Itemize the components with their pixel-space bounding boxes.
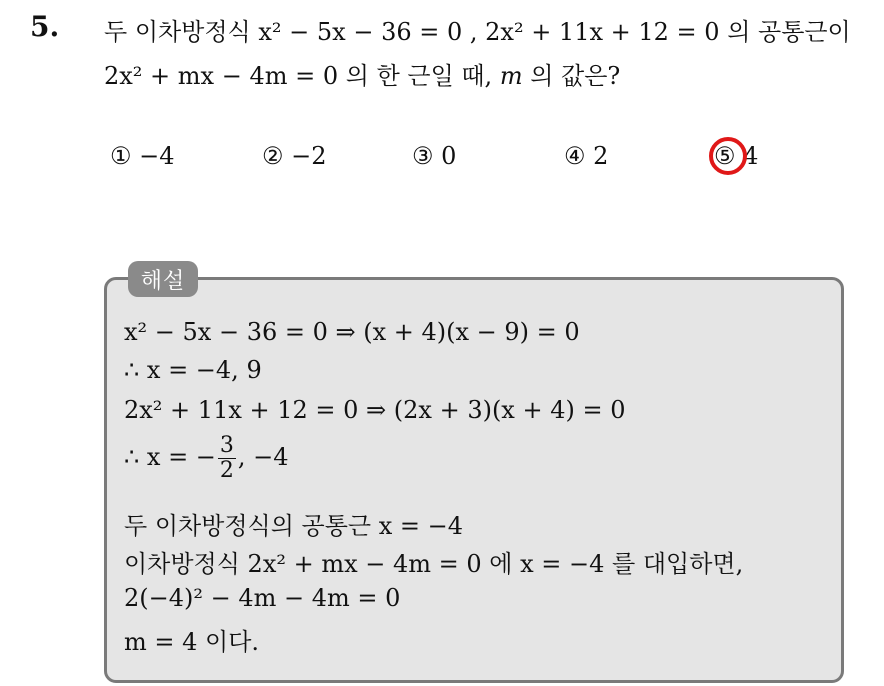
solution-line-8: m = 4 이다. [124,628,260,656]
choice-symbol: ④ [564,142,586,170]
choice-value: 4 [743,142,759,170]
choice-3[interactable] [412,142,456,170]
selected-answer-mark [709,137,747,175]
choice-value: −2 [291,142,327,170]
choice-symbol: ② [262,142,284,170]
choice-value: 0 [441,142,457,170]
equation-2: 2x² + 11x + 12 = 0 [485,18,720,46]
equation-1: x² − 5x − 36 = 0 [258,18,463,46]
solution-line-7: 2(−4)² − 4m − 4m = 0 [124,584,401,612]
solution-line-1: x² − 5x − 36 = 0 ⇒ (x + 4)(x − 9) = 0 [124,318,580,346]
question-number: 5. [30,10,60,43]
fraction [218,434,236,483]
fraction-prefix: ∴ x = − [124,443,216,472]
solution-line-6: 이차방정식 2x² + mx − 4m = 0 에 x = −4 를 대입하면, [124,550,744,578]
answer-choices [0,142,884,182]
choice-4[interactable] [564,142,608,170]
choice-symbol: ① [110,142,132,170]
question-mid: 의 한 근일 때, [338,62,500,90]
fraction-suffix: , −4 [237,443,289,472]
choice-1[interactable] [110,142,175,170]
fraction-numerator: 3 [219,433,234,458]
question-suffix: 의 공통근이 [719,18,851,46]
equation-3: 2x² + mx − 4m = 0 [104,62,339,90]
question-ask: 의 값은? [522,62,621,90]
choice-2[interactable] [262,142,327,170]
choice-value: 2 [593,142,609,170]
solution-line-5: 두 이차방정식의 공통근 x = −4 [124,512,464,540]
choice-value: −4 [139,142,175,170]
question-prefix: 두 이차방정식 [104,18,259,46]
question-line-1 [104,12,851,47]
choice-symbol: ⑤ [714,142,736,170]
variable-m: m [499,62,523,90]
solution-line-2: ∴ x = −4, 9 [124,356,262,384]
solution-line-3: 2x² + 11x + 12 = 0 ⇒ (2x + 3)(x + 4) = 0 [124,396,626,424]
question-line-2 [104,56,620,91]
solution-tag: 해설 [128,261,198,297]
fraction-denominator: 2 [219,458,234,484]
separator: , [462,18,486,46]
solution-line-4 [124,434,289,483]
choice-symbol: ③ [412,142,434,170]
